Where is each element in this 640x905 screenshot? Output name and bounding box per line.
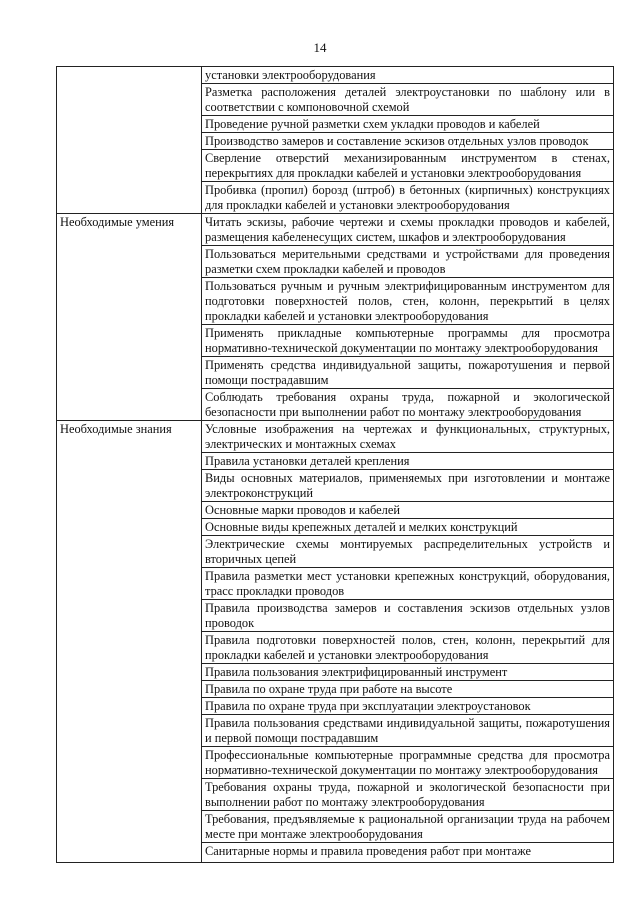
requirement-cell: Проведение ручной разметки схем укладки проводов и кабелей xyxy=(202,116,614,133)
requirement-cell: Санитарные нормы и правила проведения работ при монтаже xyxy=(202,843,614,863)
requirement-cell: Основные виды крепежных деталей и мелких конструкций xyxy=(202,519,614,536)
requirements-table-body xyxy=(57,67,614,863)
requirement-cell: Сверление отверстий механизированным инструментом в стенах, перекрытиях для прокладки кабелей и установки электрооборудования xyxy=(202,150,614,182)
requirement-cell: Правила пользования средствами индивидуальной защиты, пожаротушения и первой помощи пострадавшим xyxy=(202,715,614,747)
requirement-cell: Разметка расположения деталей электроустановки по шаблону или в соответствии с компоновочной схемой xyxy=(202,84,614,116)
requirement-cell: Правила по охране труда при работе на высоте xyxy=(202,681,614,698)
requirement-cell: Профессиональные компьютерные программные средства для просмотра нормативно-технической документации по монтажу электрооборудования xyxy=(202,747,614,779)
table-row xyxy=(57,67,614,84)
requirement-cell: Правила установки деталей крепления xyxy=(202,453,614,470)
requirement-cell: Читать эскизы, рабочие чертежи и схемы прокладки проводов и кабелей, размещения кабеленесущих систем, шкафов и электрооборудования xyxy=(202,214,614,246)
table-row xyxy=(57,214,614,246)
page-number: 14 xyxy=(313,40,327,55)
requirement-cell: Производство замеров и составление эскизов отдельных узлов проводок xyxy=(202,133,614,150)
requirement-cell: Основные марки проводов и кабелей xyxy=(202,502,614,519)
requirement-cell: Соблюдать требования охраны труда, пожарной и экологической безопасности при выполнении работ по монтажу электрооборудования xyxy=(202,389,614,421)
requirement-cell: Пользоваться мерительными средствами и устройствами для проведения разметки схем прокладки кабелей и проводов xyxy=(202,246,614,278)
requirement-cell: Виды основных материалов, применяемых при изготовлении и монтаже электроконструкций xyxy=(202,470,614,502)
requirement-cell: Правила подготовки поверхностей полов, стен, колонн, перекрытий для прокладки кабелей и установки электрооборудования xyxy=(202,632,614,664)
category-cell: Необходимые умения xyxy=(57,214,202,421)
category-cell xyxy=(57,67,202,214)
requirement-cell: Применять средства индивидуальной защиты, пожаротушения и первой помощи пострадавшим xyxy=(202,357,614,389)
requirement-cell: Правила разметки мест установки крепежных конструкций, оборудования, трасс прокладки проводов xyxy=(202,568,614,600)
requirement-cell: Правила производства замеров и составления эскизов отдельных узлов проводок xyxy=(202,600,614,632)
requirements-table xyxy=(56,66,614,863)
table-row xyxy=(57,421,614,453)
requirement-cell: Требования, предъявляемые к рациональной организации труда на рабочем месте при монтаже электрооборудования xyxy=(202,811,614,843)
category-cell: Необходимые знания xyxy=(57,421,202,863)
requirement-cell: Пользоваться ручным и ручным электрифицированным инструментом для подготовки поверхностей полов, стен, колонн, перекрытий в целях прокладки кабелей и установки электрооборудования xyxy=(202,278,614,325)
requirement-cell: Правила по охране труда при эксплуатации электроустановок xyxy=(202,698,614,715)
requirement-cell: Требования охраны труда, пожарной и экологической безопасности при выполнении работ по монтажу электрооборудования xyxy=(202,779,614,811)
requirement-cell: Правила пользования электрифицированный инструмент xyxy=(202,664,614,681)
requirement-cell: Применять прикладные компьютерные программы для просмотра нормативно-технической документации по монтажу электрооборудования xyxy=(202,325,614,357)
requirement-cell: установки электрооборудования xyxy=(202,67,614,84)
requirement-cell: Пробивка (пропил) борозд (штроб) в бетонных (кирпичных) конструкциях для прокладки кабелей и установки электрооборудования xyxy=(202,182,614,214)
requirement-cell: Условные изображения на чертежах и функциональных, структурных, электрических и монтажных схемах xyxy=(202,421,614,453)
requirement-cell: Электрические схемы монтируемых распределительных устройств и вторичных цепей xyxy=(202,536,614,568)
